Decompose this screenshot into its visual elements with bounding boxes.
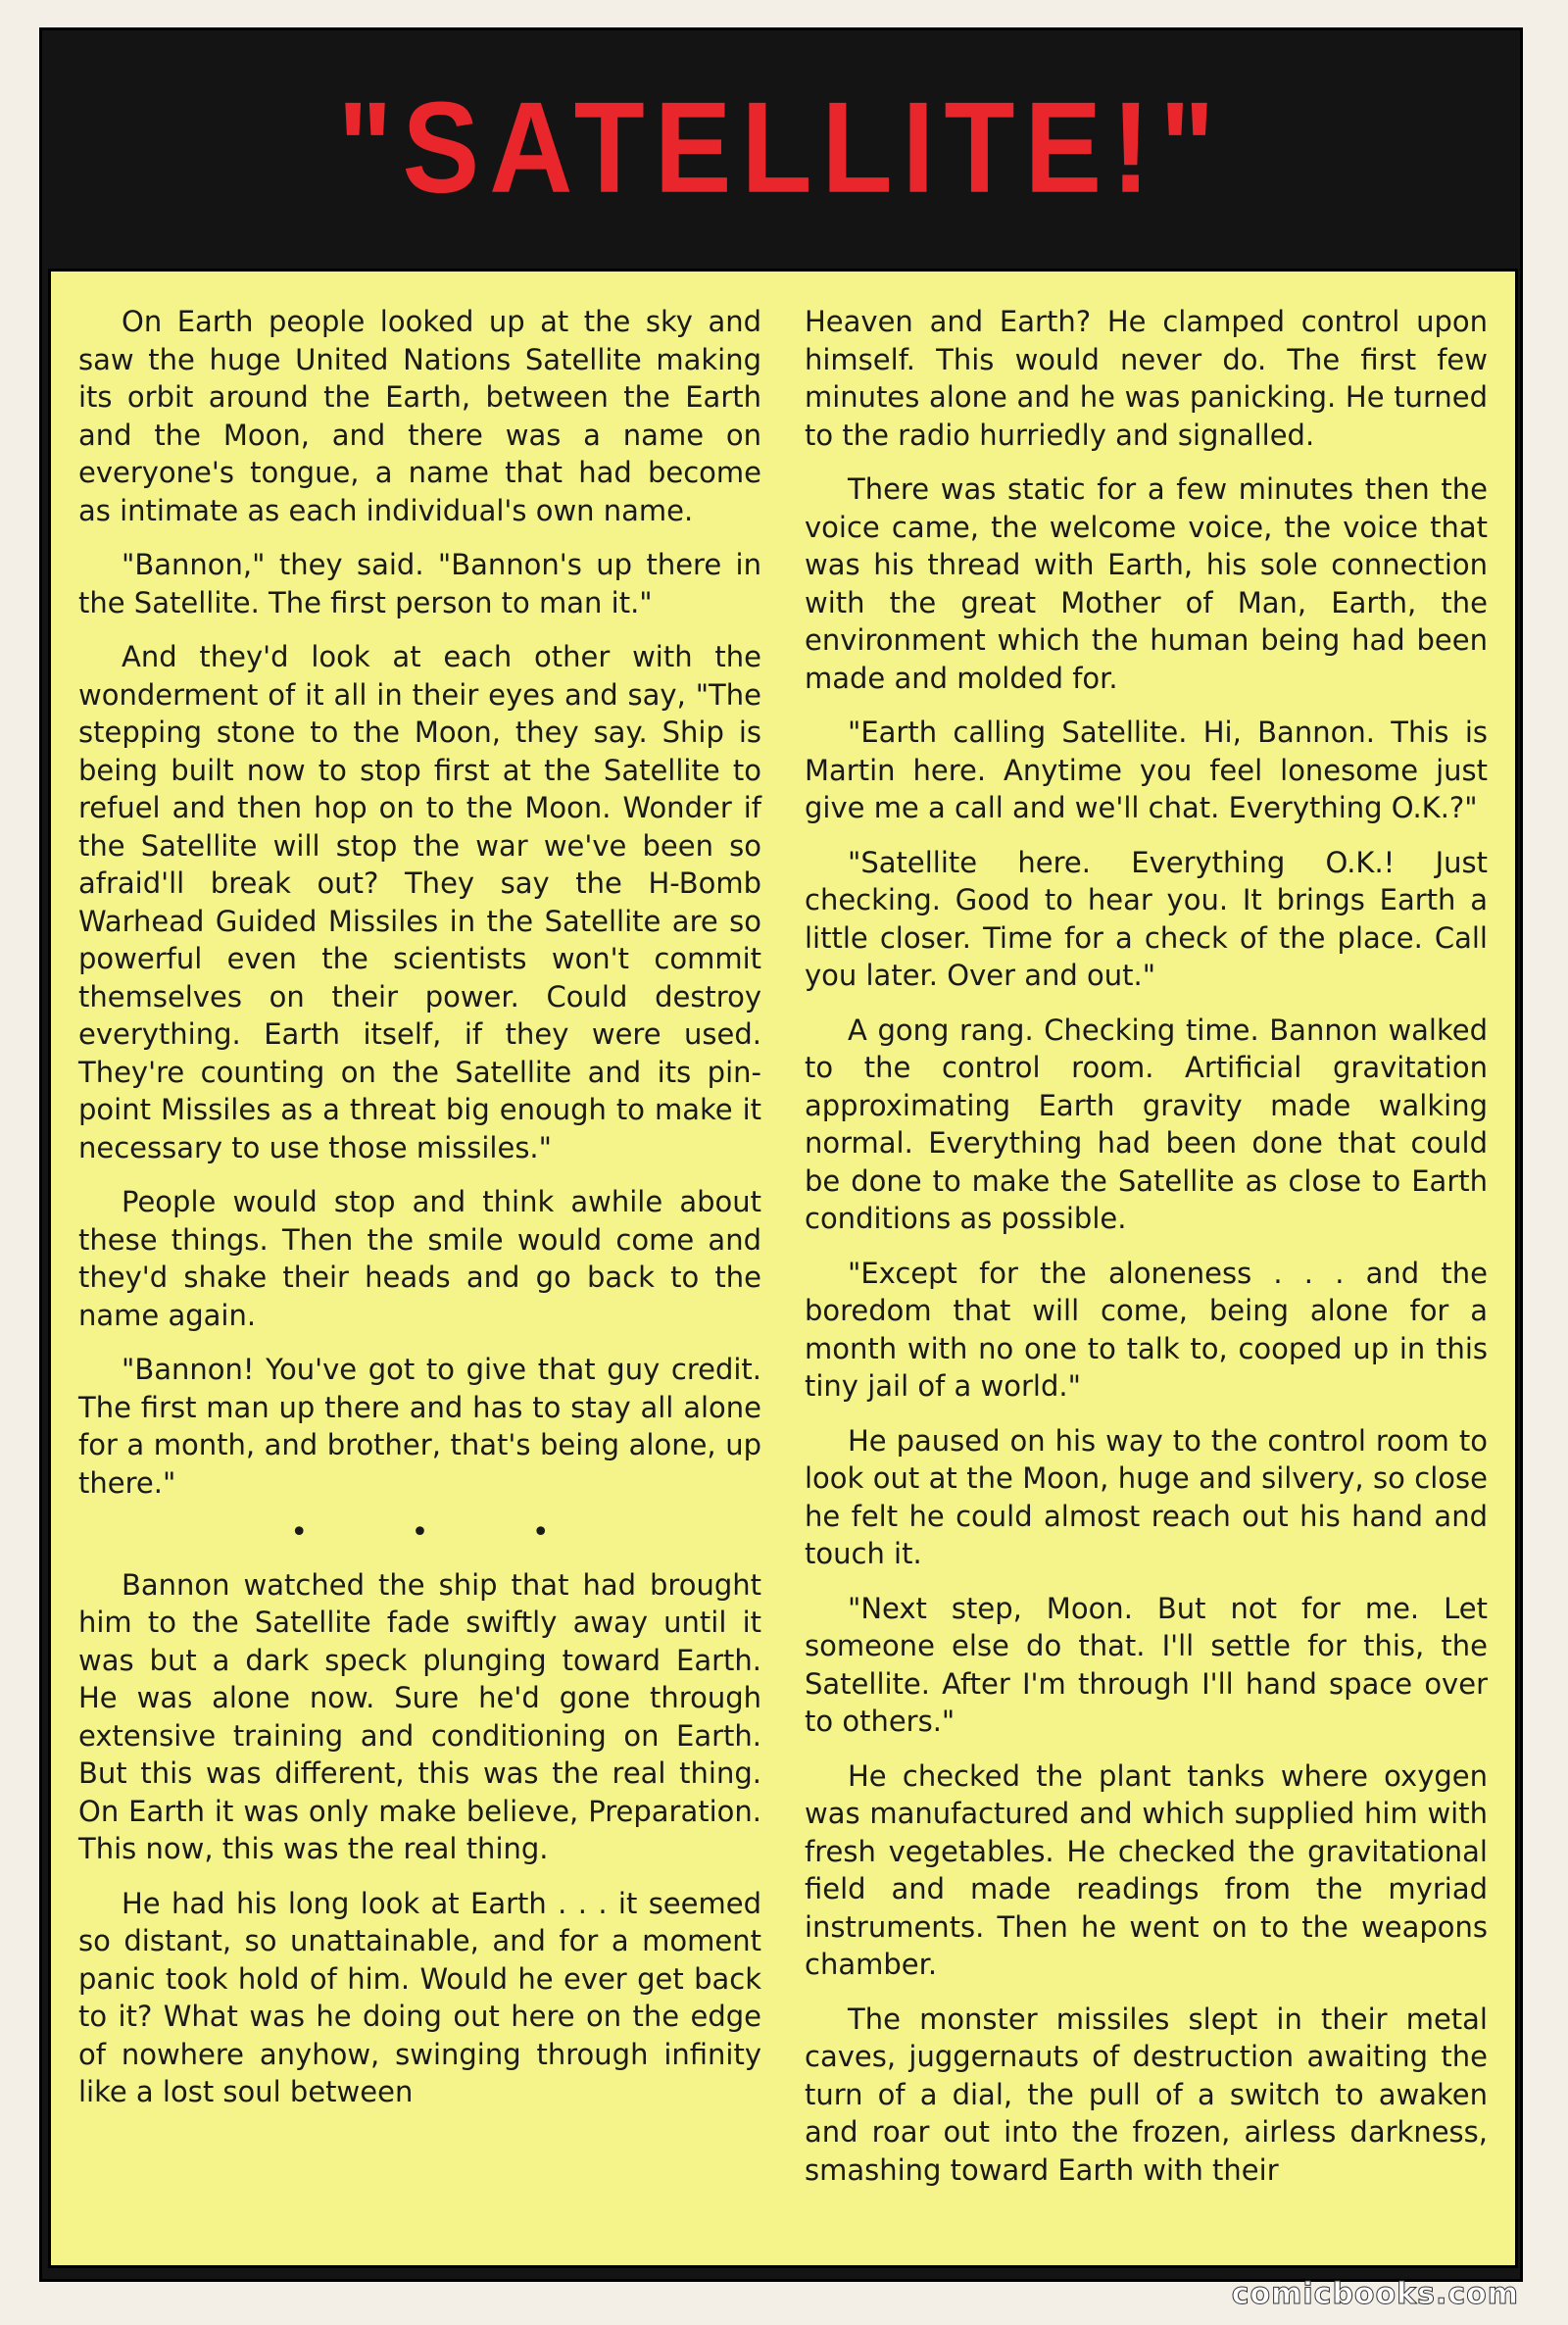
paragraph: People would stop and think awhile about these things. Then the smile would come and they'd shake their heads and go back to the name again. (78, 1185, 761, 1332)
right-column (805, 303, 1488, 2265)
paragraph: On Earth people looked up at the sky and saw the huge United Nations Satellite making its orbit around the Earth, between the Earth and the Moon, and there was a name on everyone's tongue, a name that had become as intimate as each individual's own name. (78, 305, 761, 527)
paragraph: The monster missiles slept in their metal caves, juggernauts of destruction awaiting the turn of a dial, the pull of a switch to awaken and roar out into the frozen, airless darkness, smashing toward Earth with their (805, 2002, 1488, 2187)
paragraph: "Bannon," they said. "Bannon's up there in the Satellite. The first person to man it." (78, 548, 761, 619)
text-panel (48, 269, 1518, 2268)
paragraph: "Bannon! You've got to give that guy credit. The first man up there and has to stay all alone for a month, and brother, that's being alone, up there." (78, 1353, 761, 1500)
paragraph: A gong rang. Checking time. Bannon walked to the control room. Artificial gravitation approximating Earth gravity made walking normal. Everything had been done that could be done to make the Satellite as close to Earth conditions as possible. (805, 1013, 1488, 1235)
paragraph: "Except for the aloneness . . . and the boredom that will come, being alone for a month with no one to talk to, cooped up in this tiny jail of a world." (805, 1256, 1488, 1403)
section-separator: • • • (290, 1515, 597, 1550)
paragraph: He checked the plant tanks where oxygen was manufactured and which supplied him with fresh vegetables. He checked the gravitational field and made readings from the myriad instruments. Then he went on to the weapons chamber. (805, 1758, 1488, 1981)
paragraph: And they'd look at each other with the wonderment of it all in their eyes and say, "The stepping stone to the Moon, they say. Ship is being built now to stop first at the Satellite to refuel and then hop on to the Moon. Wonder if the Satellite will stop the war we've been so afraid'll break out? They say the H-Bomb Warhead Guided Missiles in the Satellite are so powerful even the scientists won't commit themselves on their power. Could destroy everything. Earth itself, if they were used. They're counting on the Satellite and its pin-point Missiles as a threat big enough to make it necessary to use those missiles." (78, 640, 761, 1164)
paragraph: Bannon watched the ship that had brought him to the Satellite fade swiftly away until it was but a dark speck plunging toward Earth. He was alone now. Sure he'd gone through extensive training and conditioning on Earth. But this was different, this was the real thing. On Earth it was only make believe, Preparation. This now, this was the real thing. (78, 1567, 761, 1865)
paragraph: He paused on his way to the control room to look out at the Moon, huge and silvery, so close he felt he could almost reach out his hand and touch it. (805, 1423, 1488, 1570)
paragraph: "Next step, Moon. But not for me. Let someone else do that. I'll settle for this, the Satellite. After I'm through I'll hand space over to others." (805, 1591, 1488, 1738)
title-band (42, 30, 1520, 266)
paragraph: He had his long look at Earth . . . it seemed so distant, so unattainable, and for a moment panic took hold of him. Would he ever get back to it? What was he doing out here on the edge of nowhere anyhow, swinging through infinity like a lost soul between (78, 1886, 761, 2108)
left-column (78, 303, 761, 2265)
paragraph: There was static for a few minutes then the voice came, the welcome voice, the voice that was his thread with Earth, his sole connection with the great Mother of Man, Earth, the environment which the human being had been made and molded for. (805, 472, 1488, 695)
story-title: "SATELLITE!" (337, 75, 1225, 221)
site-watermark: comicbooks.com (1231, 2277, 1519, 2311)
paragraph: "Earth calling Satellite. Hi, Bannon. This is Martin here. Anytime you feel lonesome just give me a call and we'll chat. Everything O.K.?" (805, 716, 1488, 824)
paragraph-continued: Heaven and Earth? He clamped control upon himself. This would never do. The first few minutes alone and he was panicking. He turned to the radio hurriedly and signalled. (805, 305, 1488, 452)
page-frame (39, 27, 1523, 2282)
paragraph: "Satellite here. Everything O.K.! Just checking. Good to hear you. It brings Earth a little closer. Time for a check of the place. Call you later. Over and out." (805, 845, 1488, 992)
